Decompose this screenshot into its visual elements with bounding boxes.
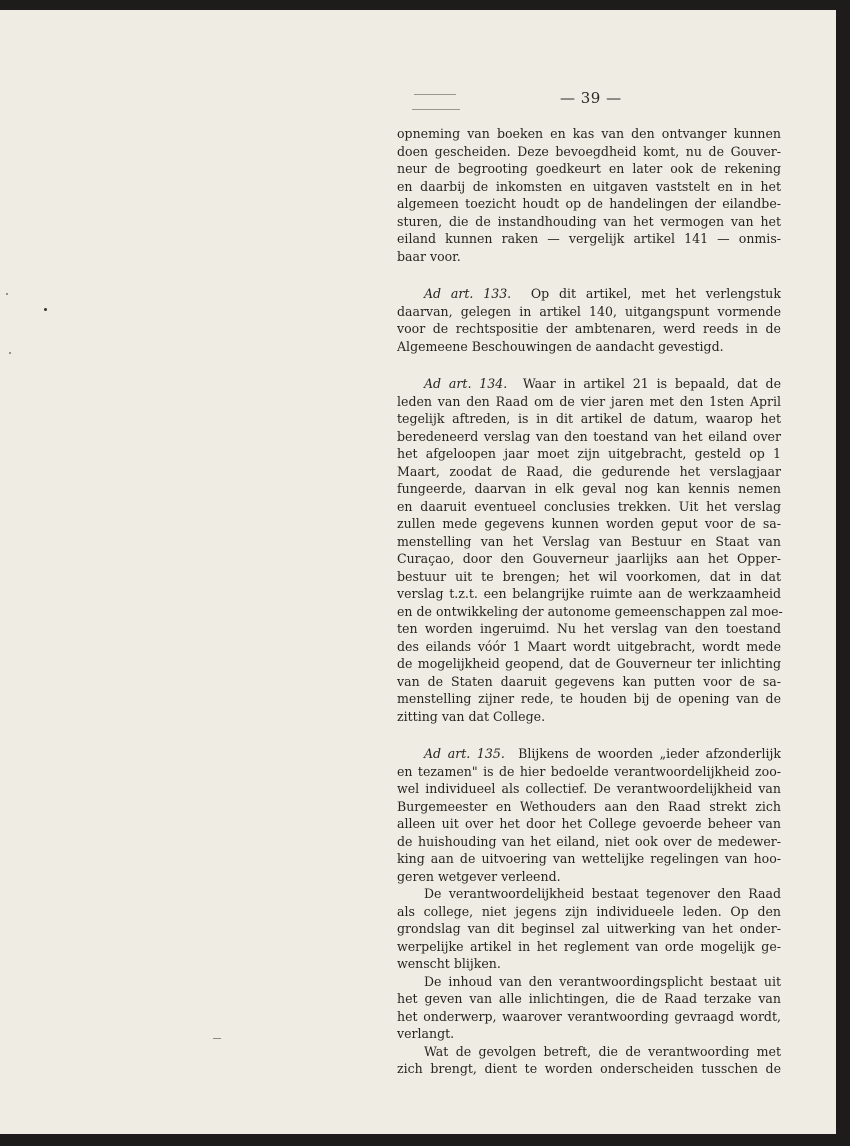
line-text: zullen mede gegevens kunnen worden geput voor de sa-: [397, 516, 781, 531]
line-text: king aan de uitvoering van wettelijke regelingen van hoo-: [397, 851, 781, 866]
line-text: opneming van boeken en kas van den ontvanger kunnen: [397, 126, 781, 141]
line-text: fungeerde, daarvan in elk geval nog kan kennis nemen: [397, 481, 781, 496]
line-text: het afgeloopen jaar moet zijn uitgebracht, gesteld op 1: [397, 446, 781, 461]
line-text: Curaçao, door den Gouverneur jaarlijks aan het Opper-: [397, 551, 781, 566]
faint-rule-top: [414, 94, 456, 95]
line-text: De inhoud van den verantwoordingsplicht bestaat uit: [424, 973, 781, 989]
text-line: [397, 1025, 781, 1043]
line-text: als college, niet jegens zijn individueele leden. Op den: [397, 903, 781, 919]
text-line: [397, 745, 781, 763]
line-text: het geven van alle inlichtingen, die de Raad terzake van: [397, 991, 781, 1006]
text-line: [397, 213, 781, 231]
text-line: [397, 338, 781, 356]
line-text: Blijkens de woorden „ieder afzonderlijk: [518, 746, 782, 761]
text-line: [397, 178, 781, 196]
line-text: beredeneerd verslag van den toestand van het eiland over: [397, 428, 781, 444]
line-text: doen gescheiden. Deze bevoegdheid komt, nu de Gouver-: [397, 143, 781, 159]
line-text: tegelijk aftreden, is in dit artikel de datum, waarop het: [397, 411, 781, 426]
document-page: [0, 10, 836, 1134]
text-line: [397, 763, 781, 781]
ink-dash: [213, 1038, 221, 1039]
paragraph: [397, 285, 781, 355]
text-line: [397, 903, 781, 921]
text-line: [397, 515, 781, 533]
line-text: Burgemeester en Wethouders aan den Raad strekt zich: [397, 798, 781, 814]
text-line: [397, 798, 781, 816]
line-text: wenscht blijken.: [397, 956, 501, 971]
line-text: alleen uit over het door het College gevoerde beheer van: [397, 816, 781, 831]
line-text: het onderwerp, waarover verantwoording gevraagd wordt,: [397, 1008, 781, 1024]
article-reference: Ad art. 135.: [424, 746, 505, 761]
paragraph-gap: [397, 265, 781, 285]
ink-speck: [9, 352, 11, 354]
line-text: bestuur uit te brengen; het wil voorkomen, dat in dat: [397, 568, 781, 584]
text-line: [397, 920, 781, 938]
article-reference: Ad art. 134.: [424, 376, 508, 391]
text-line: [397, 143, 781, 161]
line-text: menstelling van het Verslag van Bestuur en Staat van: [397, 533, 781, 549]
line-text: en tezamen" is de hier bedoelde verantwoordelijkheid zoo-: [397, 763, 781, 779]
line-text: en daarbij de inkomsten en uitgaven vaststelt en in het: [397, 178, 781, 194]
text-line: [397, 568, 781, 586]
text-line: [397, 195, 781, 213]
text-line: [397, 673, 781, 691]
text-line: [397, 533, 781, 551]
line-text: eiland kunnen raken — vergelijk artikel 141 — onmis-: [397, 231, 781, 246]
text-line: [397, 708, 781, 726]
article-reference: Ad art. 133.: [424, 286, 512, 301]
text-line: [397, 585, 781, 603]
text-line: [397, 303, 781, 321]
text-line: [397, 990, 781, 1008]
line-text: baar voor.: [397, 248, 461, 264]
line-text: voor de rechtspositie der ambtenaren, werd reeds in de: [397, 321, 781, 336]
line-text: leden van den Raad om de vier jaren met den 1sten April: [397, 393, 781, 409]
line-text: sturen, die de instandhouding van het vermogen van het: [397, 213, 781, 229]
line-text: verlangt.: [397, 1026, 455, 1041]
paragraph-gap: [397, 725, 781, 745]
line-text: ten worden ingeruimd. Nu het verslag van den toestand: [397, 621, 781, 636]
text-line: [397, 1008, 781, 1026]
line-text: algemeen toezicht houdt op de handelingen der eilandbe-: [397, 196, 781, 211]
paragraph-gap: [397, 355, 781, 375]
text-line: [397, 603, 781, 621]
text-line: [397, 973, 781, 991]
line-text: van de Staten daaruit gegevens kan putten voor de sa-: [397, 673, 781, 689]
text-line: [397, 410, 781, 428]
line-text: De verantwoordelijkheid bestaat tegenover den Raad: [424, 886, 781, 901]
text-line: [397, 393, 781, 411]
body-text: [397, 125, 781, 1078]
text-line: [397, 780, 781, 798]
text-line: [397, 230, 781, 248]
line-text: Algemeene Beschouwingen de aandacht gevestigd.: [397, 338, 724, 354]
line-text: en de ontwikkeling der autonome gemeenschappen zal moe-: [397, 603, 783, 619]
text-line: [397, 833, 781, 851]
line-text: verslag t.z.t. een belangrijke ruimte aan de werkzaamheid: [397, 586, 781, 601]
page-number: — 39 —: [560, 89, 622, 107]
text-line: [397, 938, 781, 956]
line-text: daarvan, gelegen in artikel 140, uitgangspunt vormende: [397, 303, 781, 319]
text-line: [397, 285, 781, 303]
text-line: [397, 955, 781, 973]
text-line: [397, 445, 781, 463]
line-text: Op dit artikel, met het verlengstuk: [530, 286, 781, 301]
text-line: [397, 463, 781, 481]
text-line: [397, 248, 781, 266]
paragraph: [397, 125, 781, 265]
text-line: [397, 638, 781, 656]
ink-speck: [6, 293, 8, 295]
line-text: Maart, zoodat de Raad, die gedurende het verslagjaar: [397, 463, 781, 479]
line-text: Wat de gevolgen betreft, die de verantwoording met: [424, 1043, 781, 1059]
faint-rule-bottom: [412, 109, 460, 110]
ink-speck: [44, 308, 47, 311]
text-line: [397, 320, 781, 338]
text-line: [397, 160, 781, 178]
text-line: [397, 885, 781, 903]
line-text: zitting van dat College.: [397, 708, 546, 724]
line-text: de huishouding van het eiland, niet ook over de medewer-: [397, 833, 781, 849]
text-line: [397, 850, 781, 868]
text-line: [397, 690, 781, 708]
text-line: [397, 1060, 781, 1078]
text-line: [397, 498, 781, 516]
line-text: werpelijke artikel in het reglement van orde mogelijk ge-: [397, 938, 781, 954]
text-line: [397, 868, 781, 886]
text-line: [397, 375, 781, 393]
line-text: grondslag van dit beginsel zal uitwerking van het onder-: [397, 921, 781, 936]
text-line: [397, 428, 781, 446]
line-text: wel individueel als collectief. De verantwoordelijkheid van: [397, 781, 781, 796]
line-text: en daaruit eventueel conclusies trekken. Uit het verslag: [397, 498, 781, 514]
line-text: de mogelijkheid geopend, dat de Gouverneur ter inlichting: [397, 656, 781, 671]
text-line: [397, 1043, 781, 1061]
text-line: [397, 480, 781, 498]
line-text: zich brengt, dient te worden onderscheiden tusschen de: [397, 1061, 781, 1076]
line-text: neur de begrooting goedkeurt en later ook de rekening: [397, 161, 781, 176]
line-text: Waar in artikel 21 is bepaald, dat de: [522, 376, 781, 391]
line-text: des eilands vóór 1 Maart wordt uitgebracht, wordt mede: [397, 638, 781, 654]
line-text: menstelling zijner rede, te houden bij de opening van de: [397, 691, 781, 706]
text-line: [397, 815, 781, 833]
paragraph: [397, 375, 781, 725]
text-line: [397, 620, 781, 638]
paragraph: [397, 745, 781, 1078]
text-line: [397, 655, 781, 673]
text-line: [397, 125, 781, 143]
line-text: geren wetgever verleend.: [397, 868, 561, 884]
text-line: [397, 550, 781, 568]
